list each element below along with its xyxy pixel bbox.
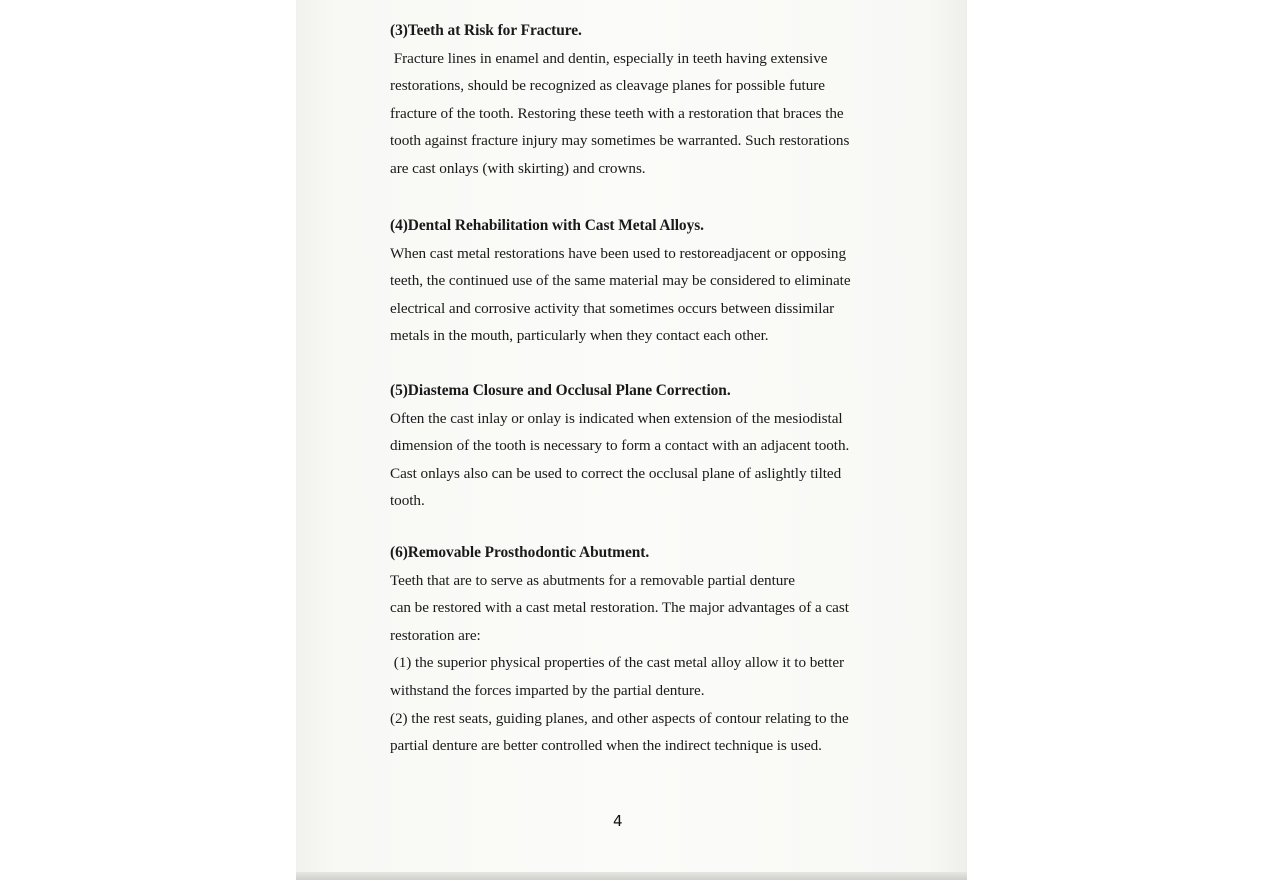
page-bottom-edge <box>296 872 967 880</box>
text-line: (1) the superior physical properties of the cast metal alloy allow it to better <box>390 654 845 672</box>
section-heading: (4)Dental Rehabilitation with Cast Metal Alloys. <box>390 217 704 234</box>
text-line: Cast onlays also can be used to correct the occlusal plane of aslightly tilted <box>390 464 842 482</box>
page-number: 4 <box>613 812 623 830</box>
text-line: Teeth that are to serve as abutments for a removable partial denture <box>390 571 796 589</box>
text-line: restoration are: <box>390 626 481 644</box>
text-line: partial denture are better controlled when the indirect technique is used. <box>390 737 822 755</box>
text-line: teeth, the continued use of the same material may be considered to eliminate <box>390 272 851 290</box>
text-line: When cast metal restorations have been used to restoreadjacent or opposing <box>390 244 846 262</box>
section-paragraph <box>390 240 890 350</box>
section-heading: (6)Removable Prosthodontic Abutment. <box>390 544 650 561</box>
text-line: dimension of the tooth is necessary to form a contact with an adjacent tooth. <box>390 437 850 455</box>
section-removable-prosthodontic <box>390 539 890 760</box>
section-teeth-at-risk <box>390 17 890 183</box>
section-paragraph <box>390 405 890 515</box>
section-dental-rehabilitation <box>390 212 890 350</box>
text-line: Often the cast inlay or onlay is indicated when extension of the mesiodistal <box>390 409 843 427</box>
text-line: can be restored with a cast metal restoration. The major advantages of a cast <box>390 599 849 617</box>
text-line: are cast onlays (with skirting) and crowns. <box>390 159 646 177</box>
text-line: electrical and corrosive activity that sometimes occurs between dissimilar <box>390 299 835 317</box>
text-line: withstand the forces imparted by the partial denture. <box>390 681 705 699</box>
text-line: restorations, should be recognized as cleavage planes for possible future <box>390 77 825 95</box>
text-line: fracture of the tooth. Restoring these teeth with a restoration that braces the <box>390 104 844 122</box>
text-line: tooth. <box>390 492 425 510</box>
section-diastema-closure <box>390 377 890 515</box>
text-line: (2) the rest seats, guiding planes, and other aspects of contour relating to the <box>390 709 849 727</box>
section-heading: (5)Diastema Closure and Occlusal Plane Correction. <box>390 382 731 399</box>
text-line: Fracture lines in enamel and dentin, especially in teeth having extensive <box>390 49 828 67</box>
section-paragraph <box>390 567 890 760</box>
section-paragraph <box>390 45 890 183</box>
section-heading: (3)Teeth at Risk for Fracture. <box>390 22 582 39</box>
text-line: tooth against fracture injury may sometimes be warranted. Such restorations <box>390 132 850 150</box>
text-line: metals in the mouth, particularly when they contact each other. <box>390 327 769 345</box>
